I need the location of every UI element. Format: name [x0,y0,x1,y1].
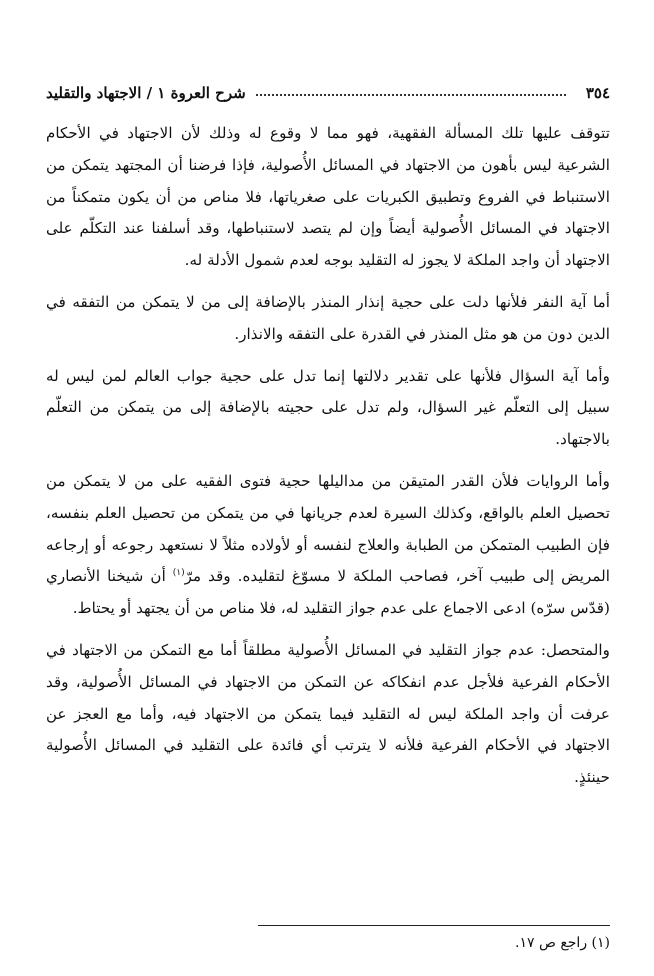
paragraph-5: والمتحصل: عدم جواز التقليد في المسائل الأُصولية مطلقاً أما مع التمكن من الاجتهاد في الأحكام الفرعية فلأجل عدم انفكاكه عن التمكن من الاجتهاد في المسائل الأُصولية، وقد عرفت أن واجد الملكة ليس له التقليد فيما يتمكن من الاجتهاد فيه، وأما مع العجز عن الاجتهاد في الأحكام الفرعية فلأنه لا يترتب أي فائدة على التقليد في المسائل الأُصولية حينئذٍ. [46,640,610,787]
page-number: ٣٥٤ [585,84,610,102]
paragraph-3: وأما آية السؤال فلأنها على تقدير دلالتها إنما تدل على حجية جواب العالم لمن ليس له سبيل إلى التعلّم غير السؤال، ولم تدل على حجيته بالإضافة إلى من يتمكن من التعلّم بالاجتهاد. [46,366,610,449]
body-text [46,118,610,804]
paragraph-2: أما آية النفر فلأنها دلت على حجية إنذار المنذر بالإضافة إلى من لا يتمكن من التفقه في الدين دون من هو مثل المنذر في القدرة على التفقه والانذار. [46,292,610,343]
paragraph-4-text-after: أن شيخنا الأنصاري (قدّس سرّه) ادعى الاجماع على عدم جواز التقليد له، فلا مناص من أن يجتهد أو يحتاط. [46,567,610,618]
paragraph-4 [46,466,610,625]
header-title: شرح العروة ١ / الاجتهاد والتقليد [46,84,246,102]
footnote: (١) راجع ص ١٧. [515,935,610,951]
footnote-divider [258,925,610,926]
header-dotted-leader [256,94,566,96]
paragraph-1: تتوقف عليها تلك المسألة الفقهية، فهو مما لا وقوع له وذلك لأن الاجتهاد في الأحكام الشرعية ليس بأهون من الاجتهاد في المسائل الأُصولية، فإذا فرضنا أن المجتهد يتمكن من الاستنباط في الفروع وتطبيق الكبريات على صغرياتها، فلا مناص من أن يكون متمكناً من الاجتهاد في المسائل الأُصولية أيضاً وإن لم يتصد لاستنباطها، وقد أسلفنا عند التكلّم على الاجتهاد أن واجد الملكة لا يجوز له التقليد بوجه لعدم شمول الأدلة له. [46,124,610,270]
paragraph-4-text-before: وأما الروايات فلأن القدر المتيقن من مداليلها حجية فتوى الفقيه على من لا يتمكن من تحصيل العلم بالواقع، وكذلك السيرة لعدم جريانها في من يتمكن من تحصيل العلم بنفسه، فإن الطبيب المتمكن من الطبابة والعلاج لنفسه أو لأولاده مثلاً لا نستعهد رجوعه أو إرجاعه المريض إلى طبيب آخر، فصاحب الملكة لا مسوّغ لتقليده. وقد مرّ [46,471,610,586]
running-header [46,80,610,106]
footnote-marker: (١) [172,568,185,579]
